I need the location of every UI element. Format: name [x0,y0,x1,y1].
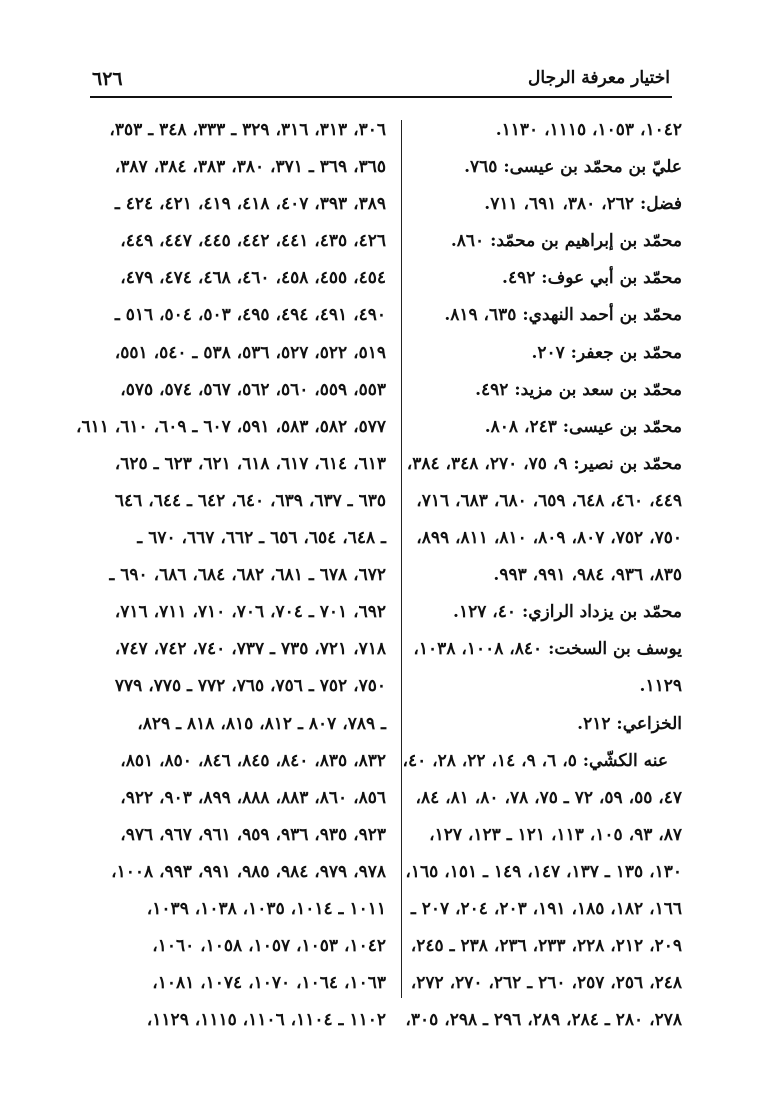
index-line: يوسف بن السخت: ٨٤٠، ١٠٠٨، ١٠٣٨، [413,639,682,660]
index-line: ١٣٠، ١٣٥ ـ ١٣٧، ١٤٧، ١٤٩ ـ ١٥١، ١٦٥، [405,861,682,882]
index-line: ٤٥٤، ٤٥٥، ٤٥٨، ٤٦٠، ٤٦٨، ٤٧٤، ٤٧٩، [120,268,386,289]
index-line: ٣٠٦، ٣١٣، ٣١٦، ٣٢٩ ـ ٣٣٣، ٣٤٨ ـ ٣٥٣، [109,120,386,140]
index-line: ٢٧٨، ٢٨٠ ـ ٢٨٤، ٢٨٩، ٢٩٦ ـ ٢٩٨، ٣٠٥، [405,1010,682,1031]
index-line: ـ ٦٤٨، ٦٥٤، ٦٥٦ ـ ٦٦٢، ٦٦٧، ٦٧٠ ـ [137,528,386,549]
index-line: ٥٧٧، ٥٨٢، ٥٨٣، ٥٩١، ٦٠٧ ـ ٦٠٩، ٦١٠، ٦١١، [75,416,386,437]
index-line: ٨٣٥، ٩٣٦، ٩٨٤، ٩٩١، ٩٩٣. [493,565,682,586]
index-line: ٢٤٨، ٢٥٦، ٢٥٧، ٢٦٠ ـ ٢٦٢، ٢٧٠، ٢٧٢، [410,973,682,994]
column-divider [401,120,402,998]
index-line: فضل: ٢٦٢، ٣٨٠، ٦٩١، ٧١١. [484,194,682,215]
index-line: ١٠٤٢، ١٠٥٣، ١٠٥٧، ١٠٥٨، ١٠٦٠، [152,936,386,957]
index-line: ١١٢٩. [639,676,682,697]
index-line: ٢٠٩، ٢١٢، ٢٢٨، ٢٣٣، ٢٣٦، ٢٣٨ ـ ٢٤٥، [410,936,682,957]
index-line: ١١٠٢ ـ ١١٠٤، ١١٠٦، ١١١٥، ١١٢٩، [146,1010,386,1031]
index-line: ـ ٧٨٩، ٨٠٧ ـ ٨١٢، ٨١٥، ٨١٨ ـ ٨٢٩، [137,713,386,734]
index-line: عنه الكشّي: ٥، ٦، ٩، ١٤، ٢٢، ٢٨، ٤٠، [402,750,668,771]
index-line: الخزاعي: ٢١٢. [577,713,682,734]
index-line: ٦٣٥ ـ ٦٣٧، ٦٣٩، ٦٤٠، ٦٤٢ ـ ٦٤٤، ٦٤٦ [114,490,386,511]
index-line: ٩٧٨، ٩٧٩، ٩٨٤، ٩٨٥، ٩٩١، ٩٩٣، ١٠٠٨، [111,861,386,882]
index-line: محمّد بن عيسى: ٢٤٣، ٨٠٨. [484,416,682,437]
index-line: محمّد بن إبراهيم بن محمّد: ٨٦٠. [450,231,682,252]
index-line: محمّد بن نصير: ٩، ٧٥، ٢٧٠، ٣٤٨، ٣٨٤، [406,453,682,474]
left-column [75,112,386,1031]
index-line: ٤٤٩، ٤٦٠، ٦٤٨، ٦٥٩، ٦٨٠، ٦٨٣، ٧١٦، [416,490,682,511]
index-line: ١٠٦٣، ١٠٦٤، ١٠٧٠، ١٠٧٤، ١٠٨١، [152,973,386,994]
page-header [90,66,672,98]
right-column [402,112,682,1031]
index-line: ١٦٦، ١٨٢، ١٨٥، ١٩١، ٢٠٣، ٢٠٤، ٢٠٧ ـ [410,898,682,919]
index-line: ٣٨٩، ٣٩٣، ٤٠٧، ٤١٨، ٤١٩، ٤٢١، ٤٢٤ ـ [114,194,386,215]
index-line: ٦٧٢، ٦٧٨ ـ ٦٨١، ٦٨٢، ٦٨٤، ٦٨٦، ٦٩٠ ـ [109,565,386,586]
index-line: ٦٩٢، ٧٠١ ـ ٧٠٤، ٧٠٦، ٧١٠، ٧١١، ٧١٦، [114,602,386,623]
index-line: ٣٦٥، ٣٦٩ ـ ٣٧١، ٣٨٠، ٣٨٣، ٣٨٤، ٣٨٧، [114,157,386,178]
index-line: ٧١٨، ٧٢١، ٧٣٥ ـ ٧٣٧، ٧٤٠، ٧٤٢، ٧٤٧، [114,639,386,660]
running-title: اختيار معرفة الرجال [528,68,670,88]
index-line: ٥١٩، ٥٢٢، ٥٢٧، ٥٣٦، ٥٣٨ ـ ٥٤٠، ٥٥١، [114,342,386,363]
index-line: محمّد بن أبي عوف: ٤٩٢. [502,268,682,289]
index-line: ٤٩٠، ٤٩١، ٤٩٤، ٤٩٥، ٥٠٣، ٥٠٤، ٥١٦ ـ [114,305,386,326]
index-line: ١٠١١ ـ ١٠١٤، ١٠٣٥، ١٠٣٨، ١٠٣٩، [146,898,386,919]
index-line: ٤٧، ٥٥، ٥٩، ٧٢ ـ ٧٥، ٧٨، ٨٠، ٨١، ٨٤، [415,787,682,808]
index-line: ٩٢٣، ٩٣٥، ٩٣٦، ٩٥٩، ٩٦١، ٩٦٧، ٩٧٦، [120,824,386,845]
index-line: ٤٢٦، ٤٣٥، ٤٤١، ٤٤٢، ٤٤٥، ٤٤٧، ٤٤٩، [120,231,386,252]
index-line: محمّد بن يزداد الرازي: ٤٠، ١٢٧. [453,602,682,623]
index-line: محمّد بن أحمد النهدي: ٦٣٥، ٨١٩. [444,305,682,326]
index-line: محمّد بن جعفر: ٢٠٧. [531,342,682,363]
index-line: ١٠٤٢، ١٠٥٣، ١١١٥، ١١٣٠. [495,120,682,140]
index-line: ٥٥٣، ٥٥٩، ٥٦٠، ٥٦٢، ٥٦٧، ٥٧٤، ٥٧٥، [120,379,386,400]
index-line: ٦١٣، ٦١٤، ٦١٧، ٦١٨، ٦٢١، ٦٢٣ ـ ٦٢٥، [114,453,386,474]
index-line: ٨٣٢، ٨٣٥، ٨٤٠، ٨٤٥، ٨٤٦، ٨٥٠، ٨٥١، [120,750,386,771]
index-line: عليّ بن محمّد بن عيسى: ٧٦٥. [464,157,682,178]
index-line: ٧٥٠، ٧٥٢، ٨٠٧، ٨٠٩، ٨١٠، ٨١١، ٨٩٩، [416,528,682,549]
page-number: ٦٢٦ [92,68,123,90]
index-line: ٨٧، ٩٣، ١٠٥، ١١٣، ١٢١ ـ ١٢٣، ١٢٧، [429,824,682,845]
index-line: محمّد بن سعد بن مزيد: ٤٩٢. [475,379,682,400]
index-line: ٨٥٦، ٨٦٠، ٨٨٣، ٨٨٨، ٨٩٩، ٩٠٣، ٩٢٢، [120,787,386,808]
index-line: ٧٥٠، ٧٥٢ ـ ٧٥٦، ٧٦٥، ٧٧٢ ـ ٧٧٥، ٧٧٩ [114,676,386,697]
